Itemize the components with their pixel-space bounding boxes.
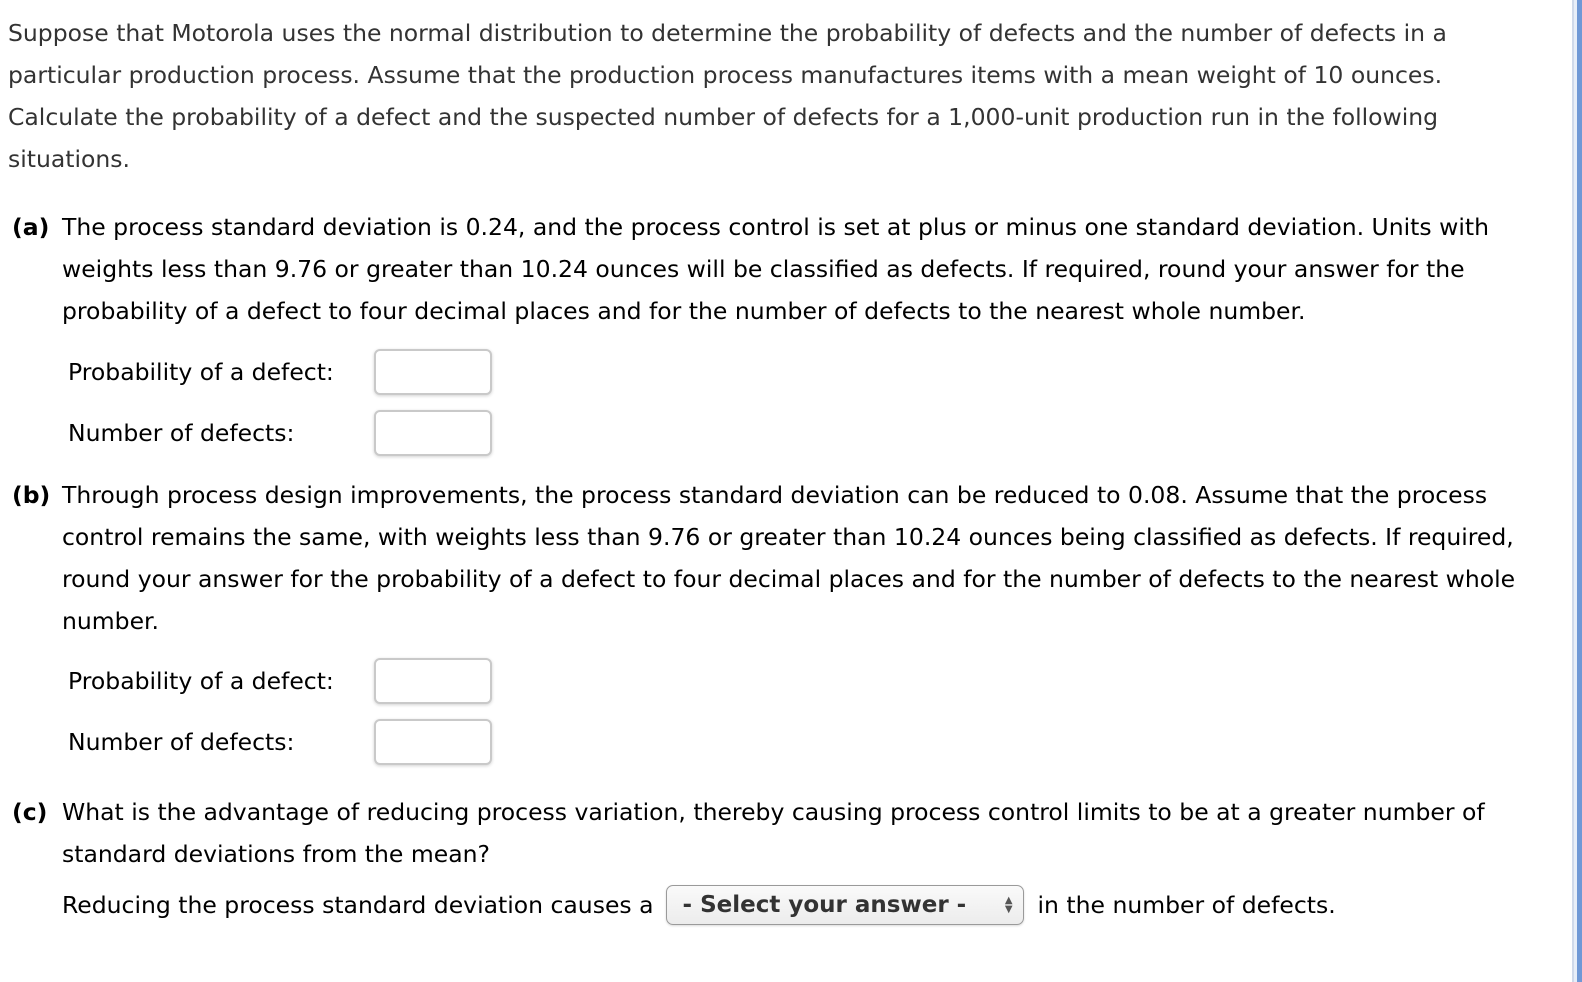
num-label-a: Number of defects: (68, 419, 295, 447)
select-value: - Select your answer - (682, 892, 967, 918)
num-label-b: Number of defects: (68, 728, 295, 756)
problem-intro: Suppose that Motorola uses the normal distribution to determine the probability of defects and the number of defects in a particular production process. Assume that the production process manufactures items with a mean weight of 10 ounces. Calculate the probability of a defect and the suspected number of defects for a 1,000-unit production run in the following situations. (8, 19, 1447, 173)
question-c-letter: (c) (12, 798, 48, 826)
scrollbar-thumb[interactable] (1577, 0, 1582, 982)
prob-input-b[interactable] (374, 658, 492, 704)
answer-sentence-c (62, 883, 1336, 927)
prob-label-a: Probability of a defect: (68, 358, 334, 386)
prob-input-a[interactable] (374, 349, 492, 395)
question-a-body: The process standard deviation is 0.24, and the process control is set at plus or minus one standard deviation. Units with weights less than 9.76 or greater than 10.24 ounces will be classified as defects. If required, round your answer for the probability of a defect to four decimal places and for the number of defects to the nearest whole number. (62, 213, 1489, 325)
question-a-letter: (a) (12, 213, 50, 241)
answer-row-a-probability (68, 347, 492, 397)
answer-row-a-defects (68, 408, 492, 458)
answer-row-b-defects (68, 717, 492, 767)
question-c-text (12, 791, 1542, 875)
question-c-body: What is the advantage of reducing process variation, thereby causing process control limits to be at a greater number of standard deviations from the mean? (62, 798, 1485, 868)
question-b-body: Through process design improvements, the process standard deviation can be reduced to 0.08. Assume that the process control remains the same, with weights less than 9.76 or greater than 10.24 ounces being classified as defects. If required, round your answer for the probability of a defect to four decimal places and for the number of defects to the nearest whole number. (62, 481, 1516, 635)
question-b (12, 474, 1542, 642)
prob-label-b: Probability of a defect: (68, 667, 334, 695)
question-a-text (12, 206, 1542, 332)
question-b-text (12, 474, 1542, 642)
question-a (12, 206, 1542, 332)
question-b-letter: (b) (12, 481, 51, 509)
answer-row-b-probability (68, 656, 492, 706)
sentence-before: Reducing the process standard deviation causes a (62, 891, 654, 919)
answer-select-c[interactable] (666, 885, 1024, 925)
sentence-after: in the number of defects. (1037, 891, 1336, 919)
num-input-b[interactable] (374, 719, 492, 765)
num-input-a[interactable] (374, 410, 492, 456)
question-c (12, 791, 1542, 875)
up-down-chevron-icon: ▲ ▼ (1004, 895, 1013, 915)
page-scrollbar[interactable] (1572, 0, 1582, 982)
